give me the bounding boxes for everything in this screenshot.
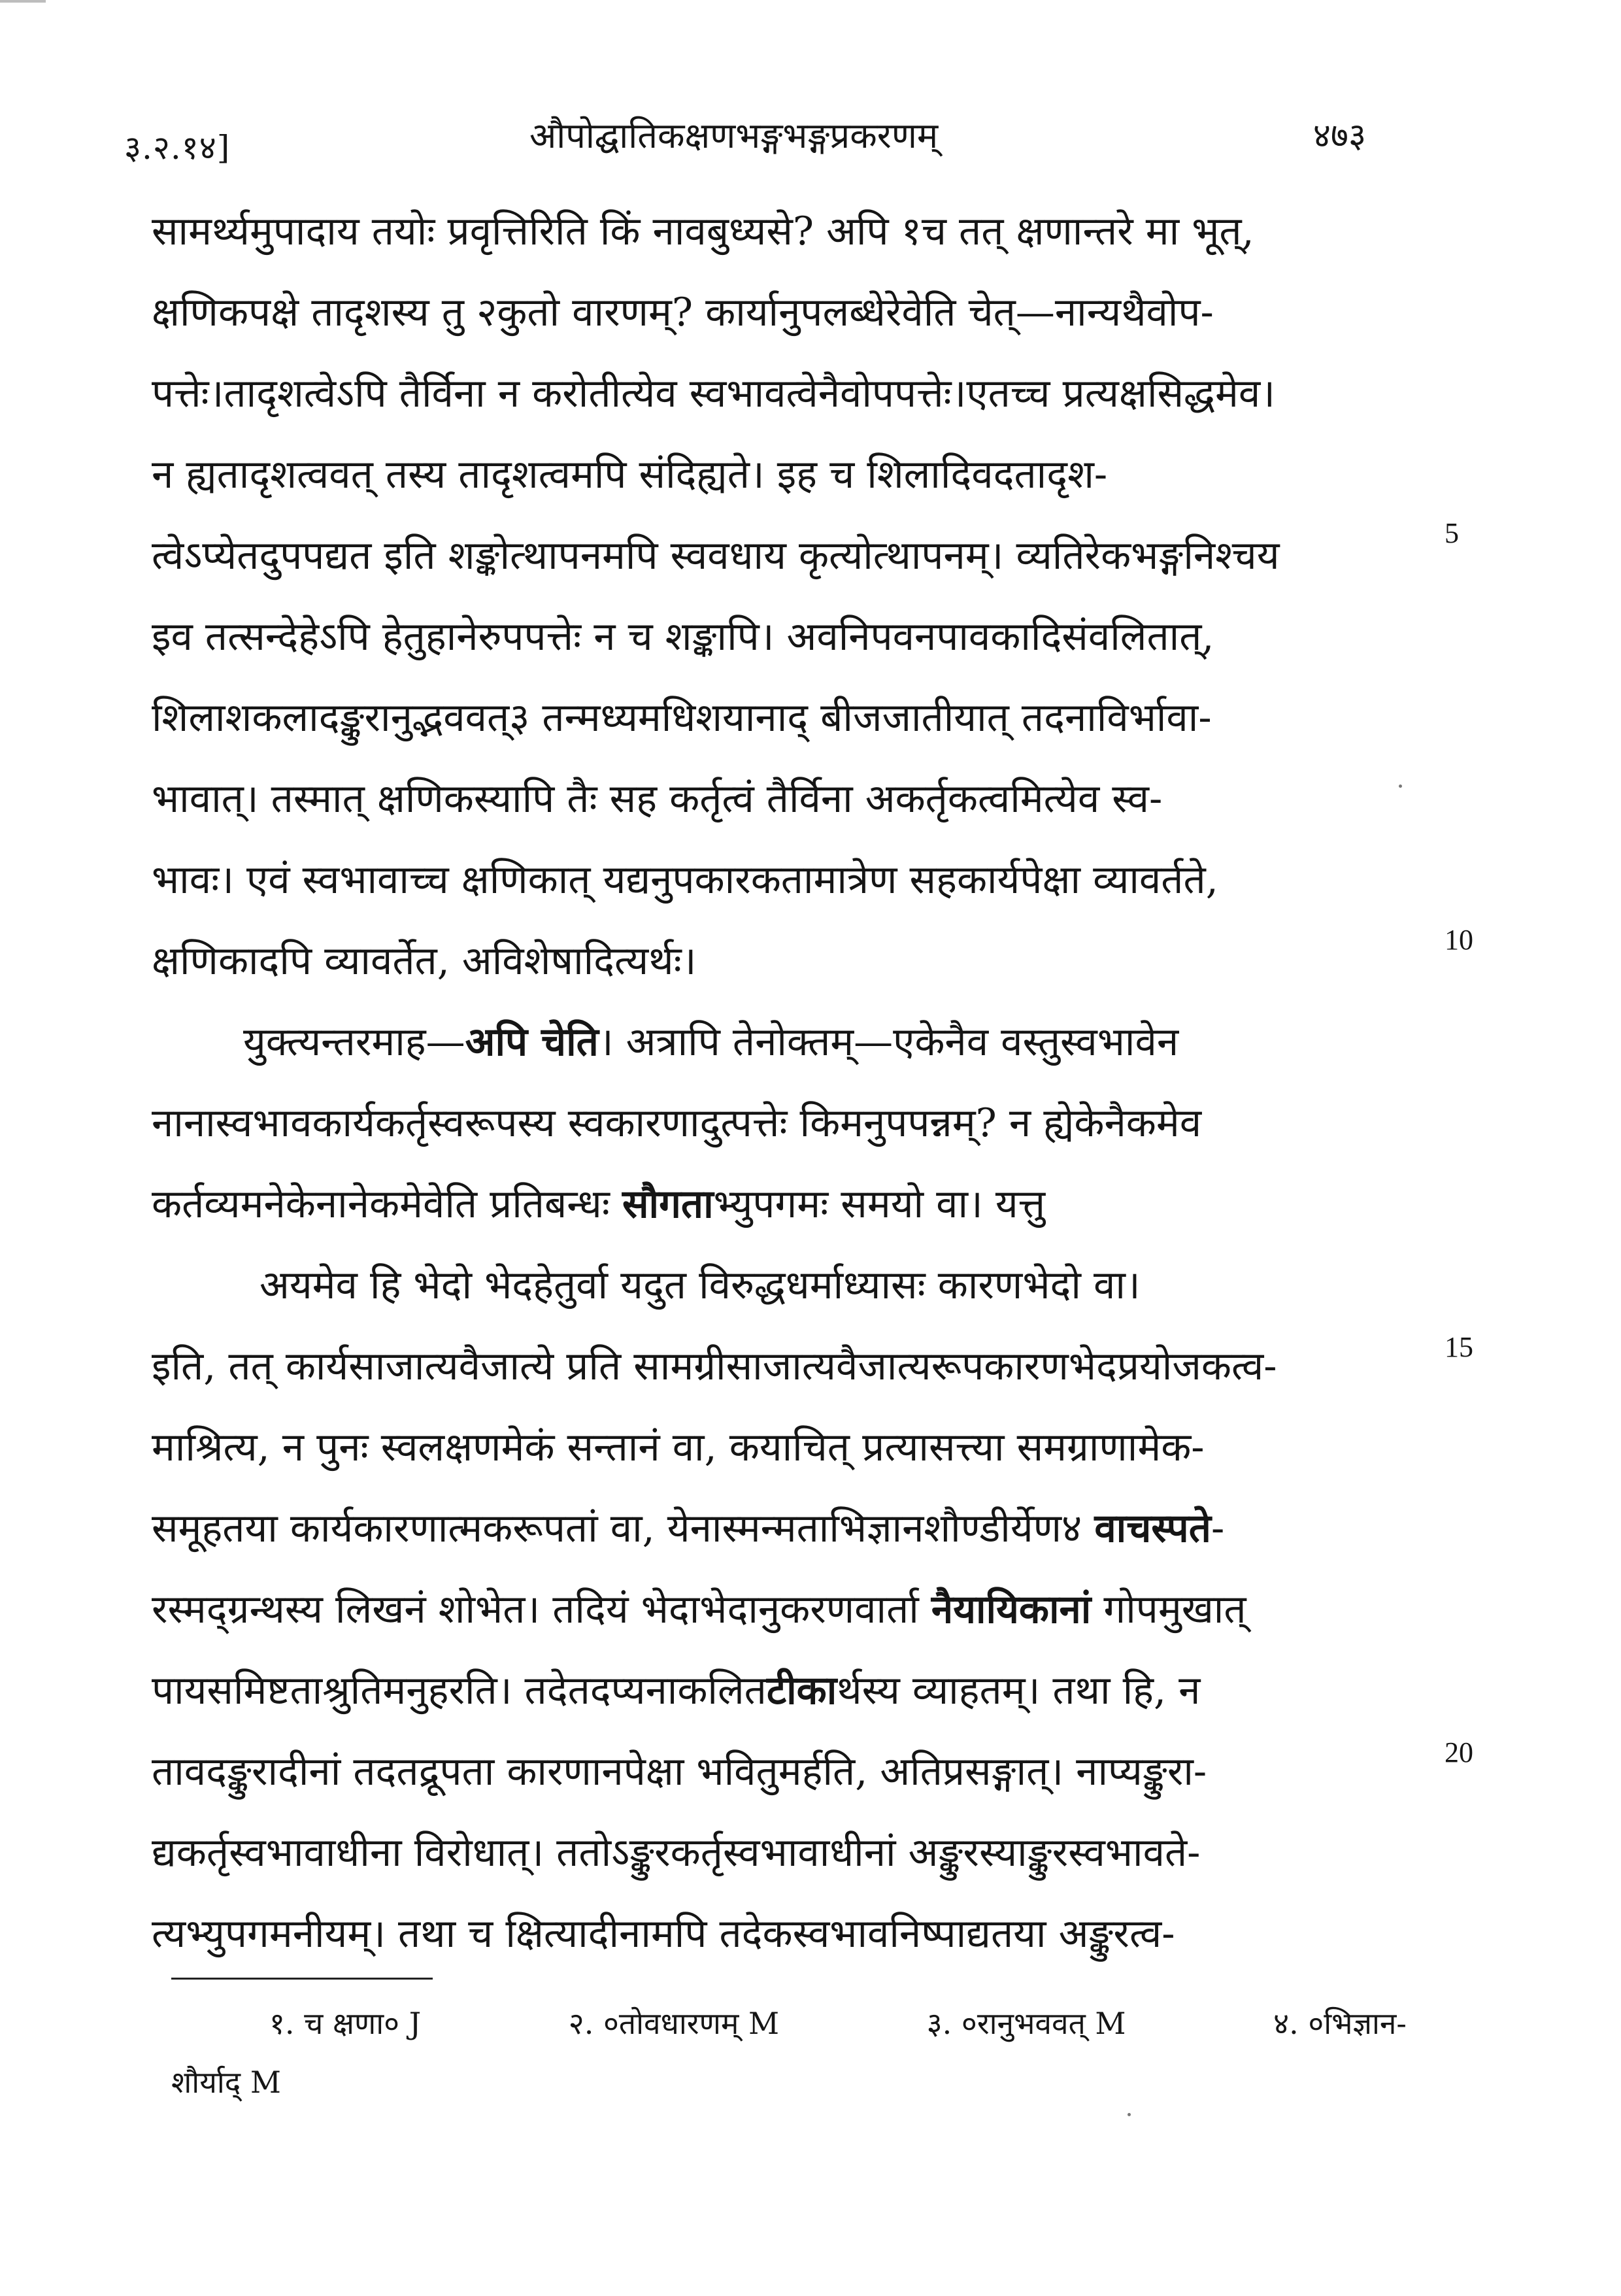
text-line: क्षणिकादपि व्यावर्तेत, अविशेषादित्यर्थः।	[152, 938, 697, 984]
text-span: कर्तव्यमनेकेनानेकमेवेति प्रतिबन्धः	[152, 1181, 622, 1227]
main-text	[152, 191, 1413, 1974]
text-span: र्थस्य व्याहतम्। तथा हि, न	[837, 1668, 1201, 1714]
scan-speck	[1399, 785, 1402, 788]
text-line: सामर्थ्यमुपादाय तयोः प्रवृत्तिरिति किं नावबुध्यसे? अपि १च तत् क्षणान्तरे मा भूत्,	[152, 209, 1254, 254]
text-span: गोपमुखात्	[1091, 1587, 1246, 1632]
line-number: 10	[1445, 924, 1473, 956]
text-span: युक्त्यन्तरमाह—	[243, 1019, 465, 1065]
bold-term: टीका	[766, 1668, 837, 1714]
text-line: शिलाशकलादङ्कुरानुद्भववत्३ तन्मध्यमधिशयानाद् बीजजातीयात् तदनाविर्भावा-	[152, 695, 1212, 741]
text-line: नानास्वभावकार्यकर्तृस्वरूपस्य स्वकारणादुत्पत्तेः किमनुपपन्नम्? न ह्येकेनैकमेव	[152, 1100, 1202, 1146]
footnote-1: १. च क्षणा० J	[269, 2006, 422, 2041]
text-line	[152, 1650, 1413, 1731]
footnotes	[171, 1994, 1413, 2112]
text-span: समूहतया कार्यकारणात्मकरूपतां वा, येनास्मन्मताभिज्ञानशौण्डीर्येण४	[152, 1506, 1095, 1551]
page-number: ४७३	[1312, 116, 1366, 156]
text-line	[152, 1488, 1413, 1569]
text-line: माश्रित्य, न पुनः स्वलक्षणमेकं सन्तानं वा, कयाचित् प्रत्यासत्त्या समग्राणामेक-	[152, 1425, 1205, 1470]
text-line: इति, तत् कार्यसाजात्यवैजात्ये प्रति सामग्रीसाजात्यवैजात्यरूपकारणभेदप्रयोजकत्व-	[152, 1343, 1277, 1389]
text-line	[152, 1002, 1413, 1083]
text-span: पायसमिष्टताश्रुतिमनुहरति। तदेतदप्यनाकलित	[152, 1668, 767, 1714]
text-span: । अत्रापि तेनोक्तम्—एकेनैव वस्तुस्वभावेन	[598, 1019, 1179, 1065]
text-line: भावात्। तस्मात् क्षणिकस्यापि तैः सह कर्तृत्वं तैर्विना अकर्तृकत्वमित्येव स्व-	[152, 776, 1163, 822]
text-line: भावः। एवं स्वभावाच्च क्षणिकात् यद्यनुपकारकतामात्रेण सहकार्यपेक्षा व्यावर्तते,	[152, 857, 1218, 903]
verse-quote: अयमेव हि भेदो भेदहेतुर्वा यदुत विरुद्धधर्माध्यासः कारणभेदो वा।	[259, 1262, 1141, 1308]
text-line	[152, 1569, 1413, 1650]
line-number: 5	[1445, 517, 1459, 549]
bold-term: सौगता	[622, 1181, 714, 1227]
section-reference: ३.२.१४]	[124, 129, 231, 167]
footnote-4: ४. ०भिज्ञान-	[1273, 2006, 1407, 2041]
bold-lemma: अपि चेति	[465, 1019, 599, 1065]
scan-edge-mark	[0, 0, 46, 3]
text-span: रस्मद्ग्रन्थस्य लिखनं शोभेत। तदियं भेदाभेदानुकरणवार्ता	[152, 1587, 931, 1632]
line-number: 20	[1445, 1736, 1473, 1768]
text-line: त्वेऽप्येतदुपपद्यत इति शङ्कोत्थापनमपि स्ववधाय कृत्योत्थापनम्। व्यतिरेकभङ्गनिश्चय	[152, 533, 1280, 579]
text-line: इव तत्सन्देहेऽपि हेतुहानेरुपपत्तेः न च शङ्कापि। अवनिपवनपावकादिसंवलितात्,	[152, 614, 1214, 660]
text-span: भ्युपगमः समयो वा। यत्तु	[713, 1181, 1046, 1227]
bold-name: वाचस्पते	[1094, 1506, 1211, 1551]
footnote-continuation: शौर्याद् M	[171, 2065, 281, 2100]
text-line: पत्तेः।तादृशत्वेऽपि तैर्विना न करोतीत्येव स्वभावत्वेनैवोपपत्तेः।एतच्च प्रत्यक्षसिद्धमेव।	[152, 371, 1275, 416]
page-header	[124, 98, 1412, 167]
scan-speck	[1128, 2113, 1131, 2116]
footnote-row	[171, 1994, 1413, 2053]
bold-name: नैयायिकानां	[931, 1587, 1092, 1632]
text-line: तावदङ्कुरादीनां तदतद्रूपता कारणानपेक्षा भवितुमर्हति, अतिप्रसङ्गात्। नाप्यङ्कुरा-	[152, 1749, 1207, 1795]
text-line: त्यभ्युपगमनीयम्। तथा च क्षित्यादीनामपि तदेकस्वभावनिष्पाद्यतया अङ्कुरत्व-	[152, 1911, 1175, 1957]
text-line: न ह्यतादृशत्ववत् तस्य तादृशत्वमपि संदिह्यते। इह च शिलादिवदतादृश-	[152, 452, 1108, 498]
text-span: -	[1211, 1506, 1225, 1551]
footnote-3: ३. ०रानुभववत् M	[926, 2006, 1126, 2041]
running-title: औपोद्घातिकक्षणभङ्गभङ्गप्रकरणम्	[529, 115, 939, 156]
line-number: 15	[1445, 1331, 1473, 1363]
text-line: द्यकर्तृस्वभावाधीना विरोधात्। ततोऽङ्कुरकर्तृस्वभावाधीनां अङ्कुरस्याङ्कुरस्वभावते-	[152, 1830, 1201, 1876]
footnote-rule	[171, 1978, 433, 1980]
text-line: क्षणिकपक्षे तादृशस्य तु २कुतो वारणम्? कार्यानुपलब्धेरेवेति चेत्—नान्यथैवोप-	[152, 290, 1214, 335]
footnote-2: २. ०तोवधारणम् M	[568, 2006, 780, 2041]
text-line	[152, 1164, 1413, 1245]
